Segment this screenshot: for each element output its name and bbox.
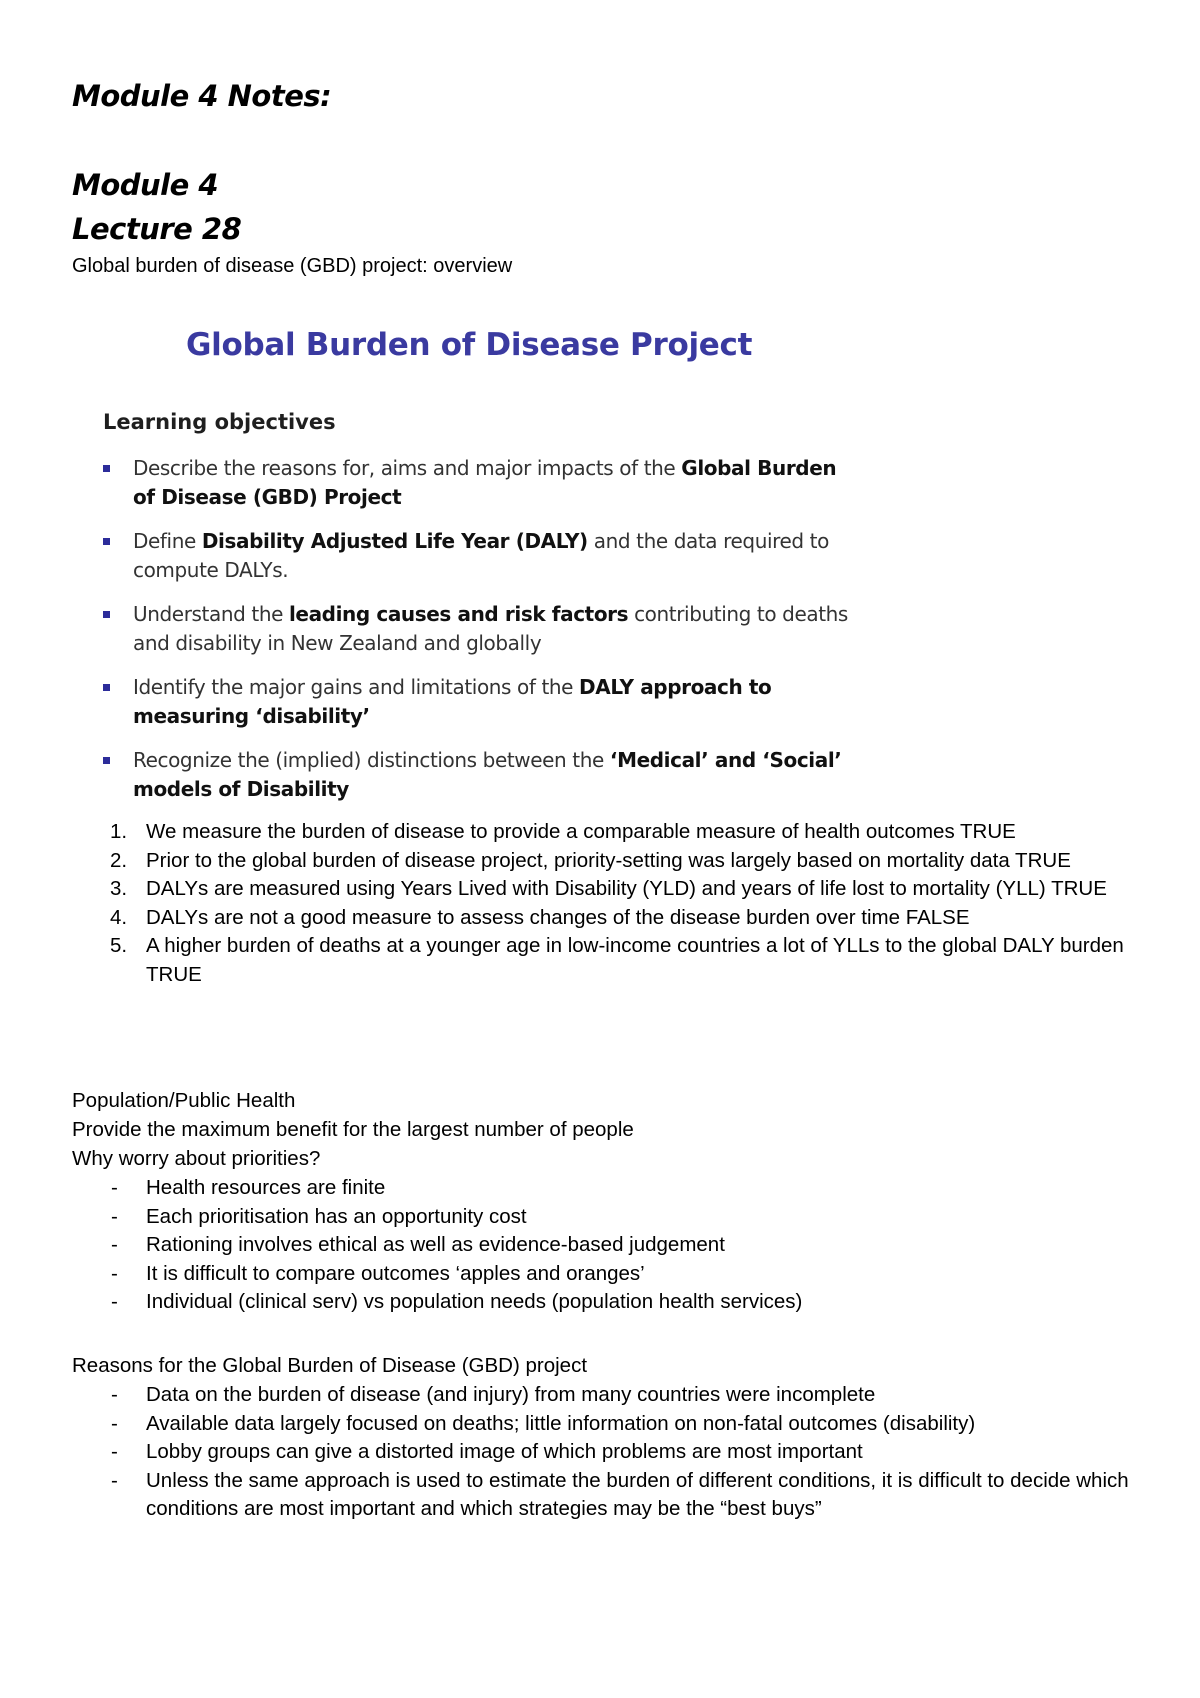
public-health-line: Provide the maximum benefit for the largest number of people: [72, 1118, 634, 1141]
slide-subtitle: Learning objectives: [103, 410, 336, 434]
list-item-text: Available data largely focused on deaths; little information on non-fatal outcomes (disability): [146, 1411, 976, 1435]
lecture-title: Lecture 28: [72, 212, 242, 246]
objective-text: Define: [133, 529, 202, 553]
dash-bullet: -: [111, 1233, 118, 1256]
lecture-subtitle: Global burden of disease (GBD) project: overview: [72, 255, 513, 277]
square-bullet-icon: [103, 538, 110, 545]
quiz-list: [0, 818, 1200, 989]
list-item: [0, 1288, 1200, 1317]
objective-text: Recognize the (implied) distinctions between the: [133, 748, 610, 772]
objective-bold-text: Disability Adjusted Life Year (DALY): [201, 529, 588, 553]
objective-text: and the data required to compute DALYs.: [133, 529, 829, 582]
list-item: [0, 1438, 1200, 1467]
list-item-text: It is difficult to compare outcomes ‘apples and oranges’: [146, 1261, 645, 1285]
priorities-list: [0, 1174, 1200, 1317]
objective-text: Identify the major gains and limitations of the: [133, 675, 580, 699]
module-title: Module 4: [72, 168, 219, 202]
objectives-list: [100, 454, 860, 819]
square-bullet-icon: [103, 684, 110, 691]
quiz-item-text: DALYs are not a good measure to assess changes of the disease burden over time FALSE: [146, 905, 970, 929]
dash-bullet: -: [111, 1290, 118, 1313]
objective-bold-text: DALY approach to measuring ‘disability’: [133, 675, 772, 728]
objective-item: [100, 600, 860, 673]
quiz-item: [0, 847, 1200, 876]
public-health-question: Why worry about priorities?: [72, 1147, 321, 1170]
square-bullet-icon: [103, 611, 110, 618]
reasons-heading: Reasons for the Global Burden of Disease (GBD) project: [72, 1354, 588, 1377]
list-item: [0, 1203, 1200, 1232]
objective-bold-text: ‘Medical’ and ‘Social’ models of Disability: [133, 748, 842, 801]
quiz-item-text: Prior to the global burden of disease project, priority-setting was largely based on mortality data TRUE: [146, 848, 1071, 872]
learning-objectives-slide: [100, 322, 860, 802]
list-item-text: Individual (clinical serv) vs population needs (population health services): [146, 1290, 803, 1313]
list-item-text: Each prioritisation has an opportunity cost: [146, 1204, 527, 1228]
quiz-item: [0, 932, 1200, 989]
dash-bullet: -: [111, 1204, 118, 1228]
objective-bold-text: leading causes and risk factors: [288, 602, 629, 626]
dash-bullet: -: [111, 1440, 118, 1463]
list-item: [0, 1410, 1200, 1439]
dash-bullet: -: [111, 1468, 118, 1492]
objective-text: Understand the: [133, 602, 289, 626]
list-item-text: Rationing involves ethical as well as evidence-based judgement: [146, 1233, 725, 1256]
list-item-text: Lobby groups can give a distorted image of which problems are most important: [146, 1440, 863, 1463]
dash-bullet: -: [111, 1261, 118, 1285]
quiz-item: [0, 875, 1200, 904]
quiz-item-text: We measure the burden of disease to provide a comparable measure of health outcomes TRUE: [146, 820, 1016, 843]
dash-bullet: -: [111, 1176, 118, 1199]
quiz-item-text: DALYs are measured using Years Lived with Disability (YLD) and years of life lost to mortality (YLL) TRUE: [146, 877, 1107, 900]
list-item-text: Health resources are finite: [146, 1176, 386, 1199]
list-item: [0, 1381, 1200, 1410]
objective-item: [100, 746, 860, 819]
public-health-heading: Population/Public Health: [72, 1089, 296, 1112]
list-item: [0, 1174, 1200, 1203]
list-item: [0, 1467, 1200, 1524]
objective-text: contributing to deaths and disability in New Zealand and globally: [133, 602, 848, 655]
list-item: [0, 1231, 1200, 1260]
quiz-item-text: A higher burden of deaths at a younger age in low-income countries a lot of YLLs to the global DALY burden TRUE: [146, 934, 1124, 986]
quiz-item: [0, 818, 1200, 847]
notes-title: Module 4 Notes:: [72, 79, 332, 113]
list-item: [0, 1260, 1200, 1289]
list-number: 5.: [110, 934, 128, 957]
dash-bullet: -: [111, 1383, 118, 1406]
objective-item: [100, 454, 860, 527]
dash-bullet: -: [111, 1411, 118, 1435]
quiz-item: [0, 904, 1200, 933]
list-number: 4.: [110, 905, 128, 929]
square-bullet-icon: [103, 757, 110, 764]
objective-text: Describe the reasons for, aims and major impacts of the: [133, 456, 682, 480]
slide-title: Global Burden of Disease Project: [186, 327, 753, 363]
square-bullet-icon: [103, 465, 110, 472]
objective-bold-text: Global Burden of Disease (GBD) Project: [133, 456, 837, 509]
list-item-text: Unless the same approach is used to estimate the burden of different conditions, it is difficult to decide which conditions are most important and which strategies may be the “best buys”: [146, 1468, 1129, 1520]
reasons-list: [0, 1381, 1200, 1524]
objective-item: [100, 527, 860, 600]
list-item-text: Data on the burden of disease (and injury) from many countries were incomplete: [146, 1383, 876, 1406]
list-number: 3.: [110, 877, 128, 900]
objective-item: [100, 673, 860, 746]
list-number: 1.: [110, 820, 128, 843]
list-number: 2.: [110, 848, 128, 872]
